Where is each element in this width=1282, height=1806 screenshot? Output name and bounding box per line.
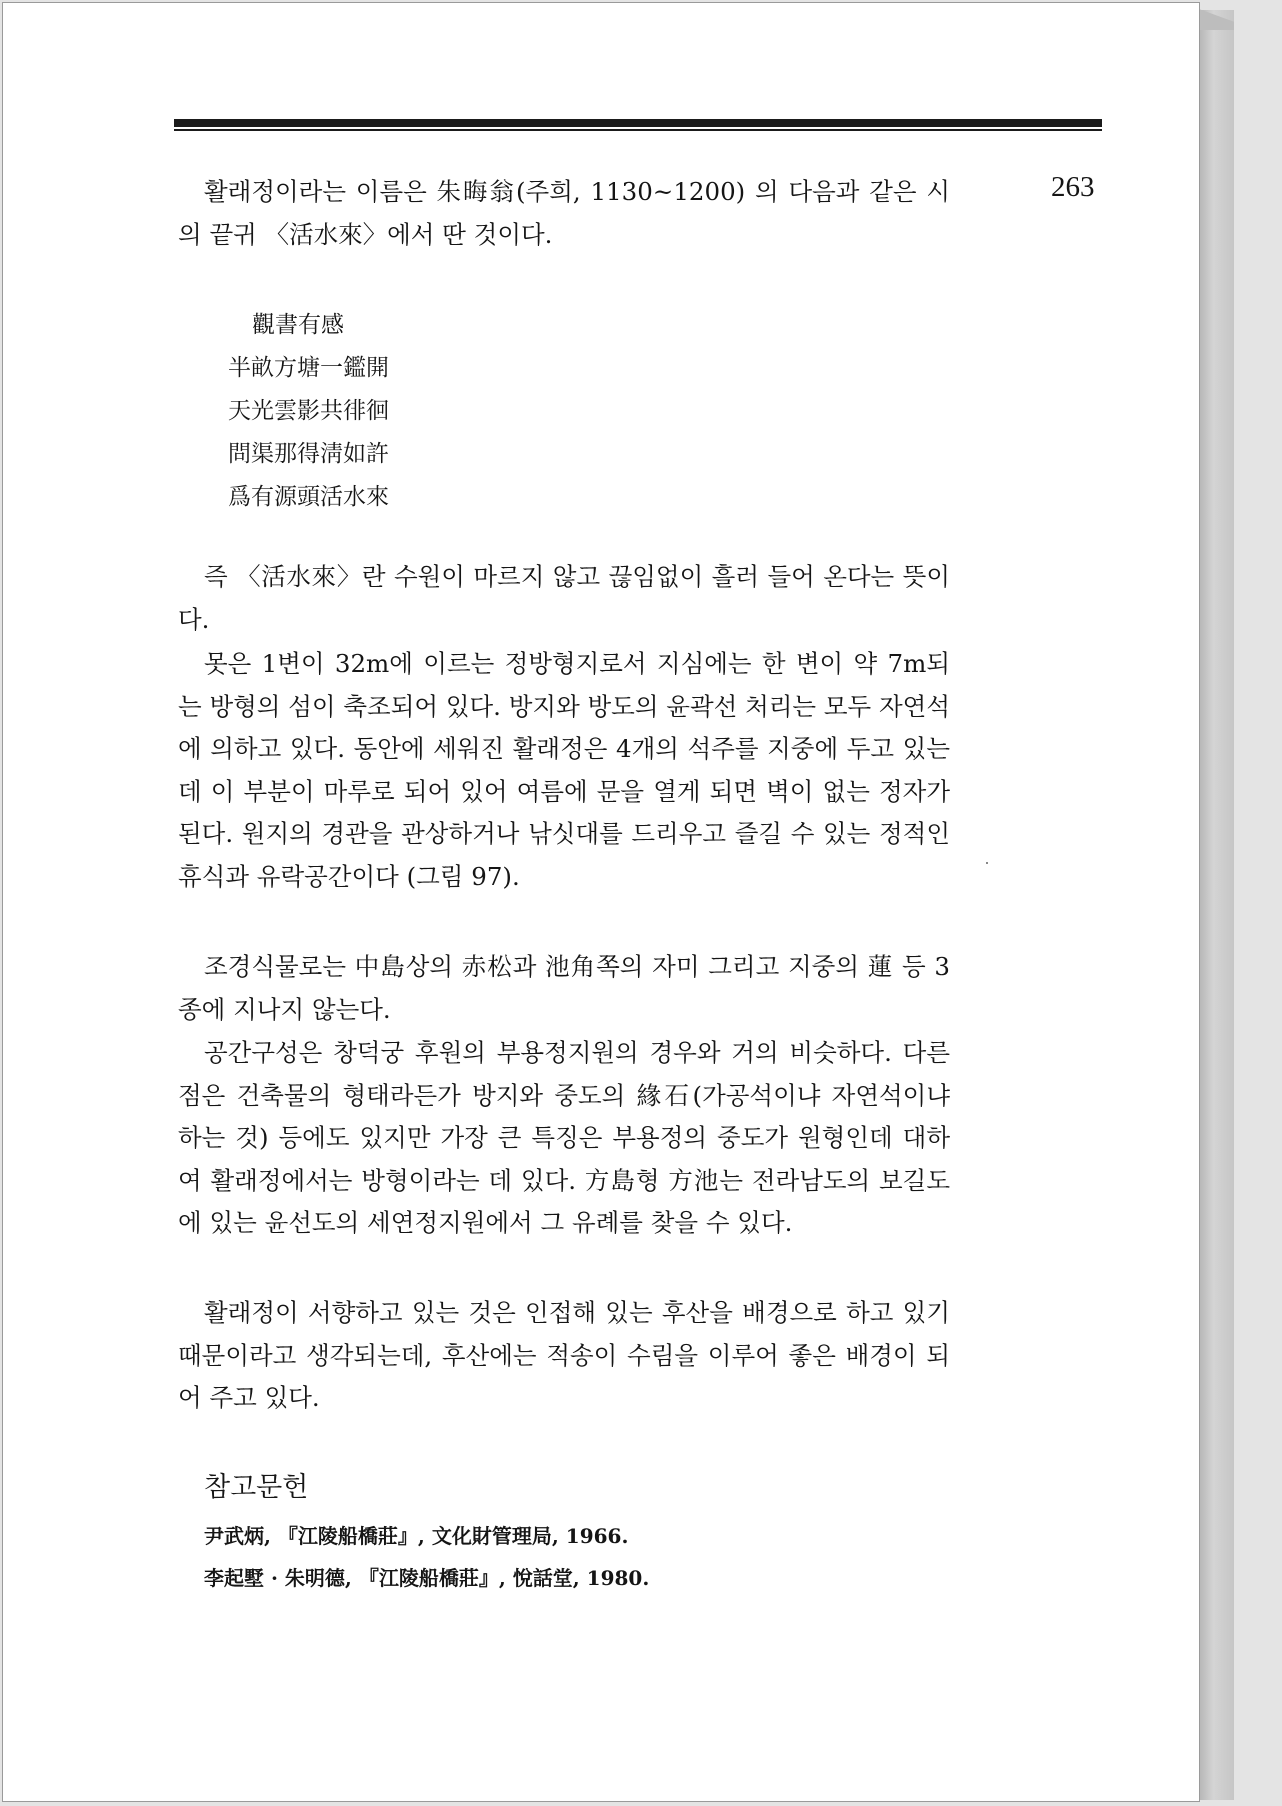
poem-line: 問渠那得淸如許 <box>228 441 389 467</box>
page-number: 263 <box>1051 171 1095 203</box>
reference-item: 李起墅 · 朱明德, 『江陵船橋莊』, 悅話堂, 1980. <box>204 1566 650 1590</box>
references-list <box>204 1515 649 1599</box>
poem-line: 半畝方塘一鑑開 <box>228 355 389 381</box>
page-corner <box>1198 0 1234 30</box>
page-edge <box>1200 10 1234 1800</box>
reference-item: 尹武炳, 『江陵船橋莊』, 文化財管理局, 1966. <box>204 1524 629 1548</box>
body-paragraph: 즉 〈活水來〉란 수원이 마르지 않고 끊임없이 흘러 들어 온다는 뜻이다. <box>178 562 950 634</box>
references-section <box>204 1468 649 1599</box>
body-paragraph: 공간구성은 창덕궁 후원의 부용정지원의 경우와 거의 비슷하다. 다른 점은 건축물의 형태라든가 방지와 중도의 緣石(가공석이냐 자연석이냐 하는 것) 등에도 있지만 가장 큰 특징은 부용정의 중도가 원형인데 대하여 활래정에서는 방형이라는 데 있다. 方島형 方池는 전라남도의 보길도에 있는 윤선도의 세연정지원에서 그 유례를 찾을 수 있다. <box>178 1038 950 1237</box>
intro-paragraph: 활래정이라는 이름은 朱晦翁(주희, 1130~1200) 의 다음과 같은 시의 끝귀 〈活水來〉에서 딴 것이다. <box>178 177 950 249</box>
scan-speck <box>986 862 988 864</box>
poem-line: 天光雲影共徘徊 <box>228 398 389 424</box>
body-paragraph: 활래정이 서향하고 있는 것은 인접해 있는 후산을 배경으로 하고 있기 때문이라고 생각되는데, 후산에는 적송이 수림을 이루어 좋은 배경이 되어 주고 있다. <box>178 1298 950 1412</box>
poem-line: 爲有源頭活水來 <box>228 484 389 510</box>
references-heading: 참고문헌 <box>204 1472 309 1503</box>
poem-title: 觀書有感 <box>252 312 344 338</box>
header-rule-thick <box>174 119 1102 127</box>
poem <box>228 304 389 519</box>
body-paragraph: 조경식물로는 中島상의 赤松과 池角쪽의 자미 그리고 지중의 蓮 등 3종에 지나지 않는다. <box>178 952 950 1024</box>
header-rule-thin <box>174 129 1102 131</box>
body-paragraph: 못은 1변이 32m에 이르는 정방형지로서 지심에는 한 변이 약 7m되는 방형의 섬이 축조되어 있다. 방지와 방도의 윤곽선 처리는 모두 자연석에 의하고 있다. 동안에 세워진 활래정은 4개의 석주를 지중에 두고 있는데 이 부분이 마루로 되어 있어 여름에 문을 열게 되면 벽이 없는 정자가 된다. 원지의 경관을 관상하거나 낚싯대를 드리우고 즐길 수 있는 정적인 휴식과 유락공간이다 (그림 97). <box>178 649 951 891</box>
